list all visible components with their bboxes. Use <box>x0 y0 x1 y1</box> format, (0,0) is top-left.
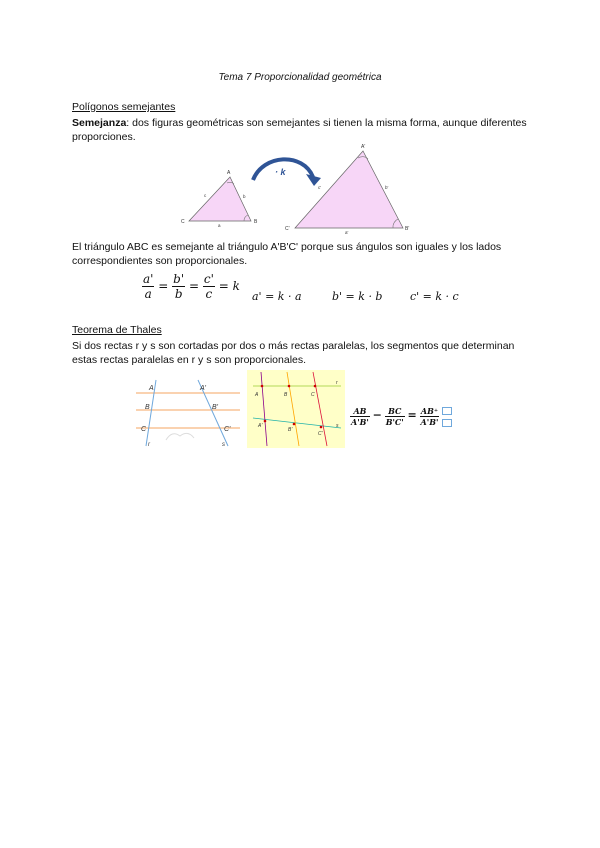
fig2-label-C-prime: C' <box>318 431 323 437</box>
equation-b: b' = k · b <box>332 290 383 303</box>
term-semejanza: Semejanza <box>72 117 127 129</box>
label-b-large: b' <box>385 185 389 190</box>
thales-figure-1 <box>136 378 241 448</box>
point-B-prime <box>293 423 296 426</box>
fig2-label-C: C <box>311 392 315 398</box>
fig2-label-r: r <box>336 380 338 386</box>
fraction-b: $\frac{b'}{b}$ <box>173 272 185 301</box>
fig1-label-B: B <box>145 404 150 411</box>
placeholder-box-bottom <box>442 419 452 427</box>
thales-fraction-2: $\frac{BC}{B'C'}$ <box>385 406 404 427</box>
point-C <box>314 385 317 388</box>
equation-a: a' = k · a <box>252 290 302 303</box>
label-a-large: a' <box>345 230 349 235</box>
label-c-large: c' <box>318 185 322 190</box>
label-a-small: a <box>218 223 221 228</box>
placeholder-box-top <box>442 407 452 415</box>
point-A <box>261 385 264 388</box>
point-B <box>288 385 291 388</box>
fig2-label-A-prime: A' <box>258 423 263 429</box>
similarity-explanation: El triángulo ABC es semejante al triángulo A'B'C' porque sus ángulos son iguales y los lados correspondientes son proporcionales. <box>72 241 502 267</box>
label-B-small: B <box>254 219 258 225</box>
label-A-small: A <box>227 170 231 176</box>
fig1-label-B-prime: B' <box>212 404 219 411</box>
thales-formula: $\frac{AB}{A'B'}$ − $\frac{BC}{B'C'}$ = $\frac{AB^+}{A'B'}$ <box>350 406 452 427</box>
thales-figure-2 <box>247 370 345 448</box>
fig2-label-A: A <box>255 392 259 398</box>
fig2-label-B: B <box>284 392 288 398</box>
label-C-large: C' <box>285 226 290 232</box>
thales-fraction-1: $\frac{AB}{A'B'}$ <box>351 406 369 427</box>
small-triangle <box>189 177 251 221</box>
fig1-label-C: C <box>141 426 147 433</box>
placeholder-boxes <box>442 407 452 427</box>
ratio-formula: $\frac{a'}{a}$ = $\frac{b'}{b}$ = $\frac{c'}{c}$ = k <box>143 272 240 301</box>
section-heading-thales: Teorema de Thales <box>72 324 162 336</box>
equation-c: c' = k · c <box>410 290 459 303</box>
fraction-c: $\frac{c'}{c}$ <box>203 272 214 301</box>
thales-fraction-3: $\frac{AB^+}{A'B'}$ <box>420 406 439 427</box>
point-C-prime <box>320 426 323 429</box>
scale-k-label: · k <box>275 167 286 177</box>
fig2-label-s: s <box>336 423 339 429</box>
label-A-large: A' <box>361 144 366 150</box>
fig2-label-B-prime: B' <box>288 427 293 433</box>
fraction-a: $\frac{a'}{a}$ <box>143 272 154 301</box>
section-heading-similar-polygons: Polígonos semejantes <box>72 101 176 113</box>
fig1-label-r: r <box>148 442 150 448</box>
ratio-result: = k <box>218 279 240 293</box>
label-C-small: C <box>181 219 185 225</box>
label-c-small: c <box>204 193 207 198</box>
document-title: Tema 7 Proporcionalidad geométrica <box>218 72 382 83</box>
similar-triangles-figure <box>175 140 415 235</box>
label-B-large: B' <box>405 226 410 232</box>
definition-text: : dos figuras geométricas son semejantes si tienen la misma forma, aunque diferentes proporciones. <box>72 117 527 143</box>
fig1-label-A-prime: A' <box>200 385 207 392</box>
background-sketch <box>166 433 194 440</box>
point-A-prime <box>264 420 267 423</box>
fig1-label-C-prime: C' <box>224 426 231 433</box>
fig1-label-A: A <box>149 385 154 392</box>
label-b-small: b <box>243 194 246 199</box>
fig1-label-s: s <box>222 442 225 448</box>
thales-statement: Si dos rectas r y s son cortadas por dos o más rectas paralelas, los segmentos que determinan estas rectas paralelas en r y s son proporcionales. <box>72 340 515 366</box>
